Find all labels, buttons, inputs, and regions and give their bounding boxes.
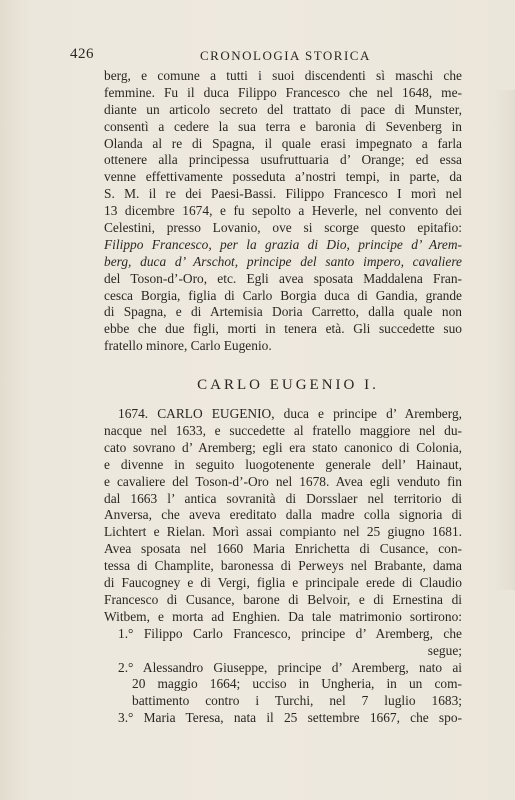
text-line: e divenne in seguito luogotenente generale dell’ Hainaut, — [104, 456, 462, 472]
text-line: Avea sposata nel 1660 Maria Enrichetta di Cusance, con- — [104, 541, 462, 557]
text-line: ottenere alla principessa usufruttuaria d’ Orange; ed essa — [104, 152, 462, 168]
running-head: CRONOLOGIA STORICA — [200, 48, 371, 63]
text-line: Anversa, che aveva ereditato dalla madre colla signoria di — [104, 507, 462, 523]
list-item: 3.° Maria Teresa, nata il 25 settembre 1667, che spo- — [118, 710, 462, 726]
page-edge-shadow — [493, 90, 515, 590]
text-line: di Spagna, e di Artemisia Doria Carretto, dalla quale non — [104, 304, 462, 320]
text-line: del Toson-d’-Oro, etc. Egli avea sposata Maddalena Fran- — [104, 270, 462, 286]
epitaph-line — [104, 237, 462, 254]
section-philippe-francois — [104, 68, 462, 355]
section-heading: CARLO EUGENIO I. — [197, 377, 379, 394]
page-header — [0, 46, 515, 66]
epitaph-text: Filippo Francesco, per la grazia di Dio, principe d’ Arem- — [104, 236, 462, 252]
text-line: S. M. il re dei Paesi-Bassi. Filippo Francesco I morì nel — [104, 186, 462, 202]
text-line: 1674. CARLO EUGENIO, duca e principe d’ Aremberg, — [118, 406, 462, 422]
list-item: 1.° Filippo Carlo Francesco, principe d’ Aremberg, che — [118, 625, 462, 641]
list-item-continuation: segue; — [427, 642, 462, 658]
list-item: 2.° Alessandro Giuseppe, principe d’ Aremberg, nato ai — [118, 659, 462, 675]
text-line: tessa di Champlite, baronessa di Perweys nel Brabante, dama — [104, 558, 462, 574]
text-line: venne effettivamente posseduta a’nostri tempi, in parte, da — [104, 169, 462, 185]
epitaph-line — [104, 254, 462, 271]
section-charles-eugene — [104, 406, 462, 727]
text-line: nacque nel 1633, e succedette al fratello maggiore nel du- — [104, 423, 462, 439]
text-line: cato sovrano d’ Aremberg; egli era stato canonico di Colonia, — [104, 439, 462, 455]
text-line: di Faucogney e di Vergi, figlia e principale erede di Claudio — [104, 575, 462, 591]
text-line: cesca Borgia, figlia di Carlo Borgia duca di Gandia, grande — [104, 287, 462, 303]
text-line: ebbe che due figli, morti in tenera età. Gli succedette suo — [104, 321, 462, 337]
text-line: Celestini, presso Lovanio, ove si scorge questo epitafio: — [104, 220, 462, 236]
list-item-continuation: battimento contro i Turchi, nel 7 luglio 1683; — [132, 693, 462, 709]
list-item-continuation: 20 maggio 1664; ucciso in Ungheria, in un com- — [132, 676, 462, 692]
text-line: Lichtert e Rielan. Morì assai compianto nel 25 giugno 1681. — [104, 524, 462, 540]
text-line: Witbem, e morta ad Enghien. Da tale matrimonio sortirono: — [104, 608, 462, 624]
text-line: femmine. Fu il duca Filippo Francesco che nel 1648, me- — [104, 84, 462, 100]
text-line: Francesco di Cusance, barone di Belvoir, e di Ernestina di — [104, 591, 462, 607]
text-line: e cavaliere del Toson-d’-Oro nel 1678. Avea egli venduto fin — [104, 473, 462, 489]
text-line: fratello minore, Carlo Eugenio. — [104, 338, 272, 354]
epitaph-text: berg, duca d’ Arschot, principe del santo impero, cavaliere — [104, 253, 462, 269]
text-line: diante un articolo secreto del trattato di pace di Munster, — [104, 101, 462, 117]
text-line: consentì a cedere la sua terra e baronia di Sevenberg in — [104, 118, 462, 134]
text-line: berg, e comune a tutti i suoi discendenti sì maschi che — [104, 68, 462, 83]
text-line: dal 1663 l’ antica sovranità di Dorsslaer nel territorio di — [104, 490, 462, 506]
text-line: Olanda al re di Spagna, il quale erasi impegnato a farla — [104, 135, 462, 151]
text-line: 13 dicembre 1674, e fu sepolto a Heverle, nel convento dei — [104, 203, 462, 219]
page-number: 426 — [70, 46, 94, 62]
page-body — [104, 68, 462, 727]
